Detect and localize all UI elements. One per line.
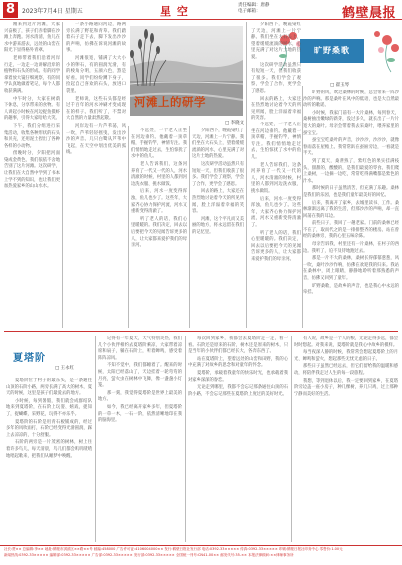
paragraph: 后来，河水一度变得浑浊，鱼儿也少了。这些年，大家齐心协力保护河流，河水又重新变得清澈了。 (251, 196, 301, 228)
section-title: 星 空 (160, 5, 189, 18)
paragraph: 河岸边有一片芦苇荡，风一吹，芦苇轻轻摇曳，发出沙沙的声音。几只白鹭从芦苇中飞起，在天空中划出优美的弧线。 (66, 123, 126, 156)
paragraph: 回去的路上，大家还在热烈地讨论着今天的所见所闻，脸上洋溢着幸福的笑容。 (251, 96, 301, 122)
column-divider (291, 336, 292, 542)
column-divider (189, 126, 190, 328)
paragraph: 老人告诉我们，这条河养育了一代又一代的人，河水清澈的时候，村里的人都到河边洗衣服、挑水做饭。 (131, 161, 187, 187)
page-header (0, 0, 402, 20)
article2-title: 夏塔阶 (13, 353, 46, 364)
paragraph: 老师说，这些石头都是经过千百年的河水冲刷才变成现在的样子。我们听了，不禁对大自然的力量肃然起敬。 (66, 96, 126, 122)
paragraph: 老师带着我们沿着河岸行走，一边走一边讲解沿岸的植物和石头的形成。有的同学拿着放大镜仔细观察，有的同学认真地做着笔记，每个人都收获满满。 (4, 55, 60, 94)
paragraph: 回去的路上，大家还在热烈地讨论着今天的所见所闻，脸上洋溢着幸福的笑容。 (192, 189, 244, 215)
paragraph: 中午时分，大家在树荫下休息，分享带来的食物。有人讲起小时候在河边捉鱼摸虾的趣事，引得大家哈哈大笑。 (4, 96, 60, 122)
column-divider (185, 336, 186, 542)
paragraph: 傍晚时分，夕阳把河面染成金黄色，我们依依不舍地告别了这片河滩。这次研学，让我们在大自然中学到了书本上学不到的知识，也让我们更加热爱家乡的山山水水。 (4, 151, 60, 190)
paragraph: 到了夏天，桑葚熟了，紫红色的果实挂满枝头，甜甜的，酸酸的，是我们最爱的零食。我们爬上桑树，一边摘一边吃，常常吃得满嘴都是紫色的汁水。 (303, 158, 399, 184)
paragraph: 夏塔阶位于村子的最东头，是一条通往山顶的石阶小路，两旁长满了高大的树木，夏天的时候，这里是孩子们最爱去的地方。 (6, 378, 92, 397)
paragraph: 老人告诉我们，这条河养育了一代又一代的人，河水清澈的时候，村里的人都到河边洗衣服、挑水做饭。 (251, 162, 301, 194)
paragraph: 一条小路通向河边，路两旁长满了野花和青草。我们踏着石子走下去，脚下发出沙沙的声响，仿佛在诉说河滩的故事。 (66, 22, 126, 54)
footer-line-2: 新闻热线:0392-33××××× 编辑部:0392-33××××× 广告部:0392-33××××× 发行部:0392-33××××× 全国统一刊号:CN41-00×× 邮发代号:35-×× 本报法律顾问:××律师事务所 (4, 553, 294, 557)
paragraph: 有人说，故乡是一个人的根，无论走得多远，都会时时想起。对我来说，夏塔阶就是我心中故乡的模样。 (294, 336, 398, 348)
article3-body (303, 90, 399, 327)
column-divider (95, 336, 96, 542)
page-number: 8 (3, 2, 18, 18)
paragraph: 每次回到家乡，我都会去夏塔阶走一走，看一看。石阶还是原来的石阶，树木还是原来的树木，只是当年的小伙伴们都已经长大，各奔东西了。 (188, 336, 288, 355)
article1-column-4 (192, 128, 244, 329)
paragraph: 后来，我离开了家乡，去城里读书、工作。桑林渐渐远离了我的生活，但那沙沙的声响，却一直回荡在我的耳边。 (303, 200, 399, 219)
editor-email: 电子邮箱： (238, 9, 261, 14)
paragraph: 不知不觉中，我们都睡着了。醒来的时候，太阳已经落山了，天边挂着一轮弯弯的月亮，萤火虫在树林中飞舞，像一盏盏小灯笼。 (98, 363, 182, 389)
paragraph: 夕阳西下，晚霞染红了天边，河滩上一片宁静。我们坐在大石头上，望着缓缓流淌的河水，心里充满了对这片土地的热爱。 (251, 22, 301, 60)
paragraph: 这次研学活动虽然只有短短一天，但我们收获了很多。我们学会了观察，学会了合作，更学会了感恩。 (251, 62, 301, 94)
column-divider (246, 22, 247, 328)
article1-column-1 (4, 22, 60, 329)
paragraph: 母亲告诉我，村里还有一片桑林，在村子的西边。我听了，迫不及待地跑过去。 (303, 242, 399, 254)
masthead: 鹤壁晨报 (341, 6, 396, 21)
paragraph: 后来，河水一度变得浑浊，鱼儿也少了。这些年，大家齐心协力保护河流，河水又重新变得清澈了。 (131, 189, 187, 215)
paragraph: 我想，等到退休以后，我一定要回到家乡，在夏塔阶旁边盖一座小房子，种几棵树，养几只鸡，过上那种宁静而美好的生活。 (294, 378, 398, 397)
paragraph: 那时候的日子虽然清苦，但充满了乐趣。桑林是我们的乐园，也是我们童年最美好的回忆。 (303, 186, 399, 198)
article3-byline: □ 翟玉琴 (330, 83, 350, 88)
article2-column-1 (6, 378, 92, 543)
page-footer (0, 545, 402, 565)
paragraph: 无论走到哪里，我都不会忘记那条通往山顶的石阶小路，不会忘记那些在夏塔阶上度过的美好时光。 (188, 385, 288, 397)
paragraph: 河滩，这个平凡而又美丽的地方，将永远留在我们的记忆里。 (192, 216, 244, 235)
article1-column-right (251, 22, 301, 122)
paragraph: 夏塔阶，承载着我童年的快乐时光，也承载着我对家乡深深的眷恋。 (188, 370, 288, 383)
issue-date: 2023年7月4日 星期五 (22, 8, 83, 15)
paragraph: 小时候，我家门前有一大片桑林，每到春天，桑树抽出嫩绿的新芽，没过多久，就长出了一片片宽大的桑叶。母亲会带着我去采桑叶，喂养家里的蚕宝宝。 (303, 110, 399, 136)
paragraph: 记得有一年夏天，天气特别炎热，我们几个小伙伴相约去夏塔阶乘凉，大家带着凉席和扇子，躺在石阶上，听着蝉鸣，感受着阵阵凉风。 (98, 336, 182, 361)
paragraph: 听了老人的话，我们心里暖暖的。我们决定，回去以后要把今天的见闻告诉更多的人，让大家都来爱护我们的母亲河。 (131, 216, 187, 249)
column-divider (128, 126, 129, 328)
editor-name: 责任编辑：唐静 (238, 3, 270, 8)
paragraph: 不远处，一个老人正坐在河边垂钓。他戴着一顶草帽，手握钓竿，神情专注。我们悄悄地走过去，生怕惊扰了水中的鱼儿。 (131, 128, 187, 160)
paragraph: 石阶的两旁是一片茂密的树林，树上住着许多鸟儿，每天清晨，鸟儿们都会叽叽喳喳地唱起歌来，把我们从睡梦中唤醒。 (6, 440, 92, 459)
paragraph: 下午，我们分组进行采集活动，收集各种形状的石头和贝壳，还用泥土捏出了各种各样的小动物。 (4, 123, 60, 149)
article2-column-3 (188, 336, 288, 543)
article1-column-3 (131, 128, 187, 329)
article2-column-4 (294, 336, 398, 543)
paragraph: 听了老人的话，我们心里暖暖的。我们决定，回去以后要把今天的见闻告诉更多的人，让大家都来爱护我们的母亲河。 (251, 230, 301, 262)
paragraph: 刚来到这片河滩，大家兴奋极了，孩子们赤着脚在沙滩上奔跑。河水清清，鱼儿在水中游来游去，远处的山峦在阳光下显得格外青翠。 (4, 22, 60, 54)
paragraph: 那是一片不大的桑林，桑树长得郁郁葱葱，风一吹，桑叶沙沙作响，仿佛在欢迎我的归来。我站在桑林中，闭上眼睛，静静地聆听着那熟悉的声音，仿佛又回到了童年。 (303, 256, 399, 282)
paragraph: 旷野的风，吹过桑林的时候，总会带来一阵沙沙的声响。那是桑叶在风中的低语，也是大自然最动听的歌谣。 (303, 90, 399, 109)
paragraph: 河滩很宽，铺满了大大小小的卵石，有的圆润光滑，有的棱角分明，五颜六色，煞是好看。同学们纷纷蹲下身子，捡起自己喜欢的石头，放进口袋里。 (66, 55, 126, 94)
article2-column-2 (98, 336, 182, 543)
editor-info (238, 3, 270, 15)
footer-line-1: 社长:贾×× 总编辑:李×× 地址:鹤壁市淇滨区××路××号 邮编:458000 广告许可证:4106004000×× 发行:鹤壁日报社发行部 电话:0392-33××××× 传真:0392-33××××× 印刷:鹤壁日报社印务中心 零售价:1.00元 (4, 547, 343, 551)
paragraph: 不远处，一个老人正坐在河边垂钓。他戴着一顶草帽，手握钓竿，神情专注。我们悄悄地走过去，生怕惊扰了水中的鱼儿。 (251, 122, 301, 160)
paragraph: 那些日子虽然已经远去，但它们留给我的温暖和感动，将陪伴我走过人生的每一段旅程。 (294, 364, 398, 376)
paragraph: 如今，我已经离开家乡多年，但夏塔阶的一草一木，一石一阶，依然清晰地印在我的脑海里。 (98, 404, 182, 424)
column-divider (62, 22, 63, 328)
column-divider (302, 86, 303, 328)
article1-column-2 (66, 22, 126, 329)
paragraph: 每当夜深人静的时候，我常常会想起夏塔阶上的月光、蝉鸣和萤火，想起那些无忧无虑的日子。 (294, 350, 398, 362)
article1-byline: □ 李晓文 (225, 121, 245, 126)
paragraph: 站在夏塔阶上，望着远处的山峦和田野，我的心中充满了对故乡的思念和对童年的怀念。 (188, 356, 288, 369)
article1-title: 河滩上的研学 (134, 95, 206, 109)
paragraph: 旷野桑歌，是故乡的声音，也是我心中永远的牵挂。 (303, 283, 399, 296)
paragraph: 蚕宝宝吃桑叶的声音，沙沙沙，沙沙沙，就像春雨落在屋檐上。我常常趴在蚕匾旁边，一看就是半天。 (303, 138, 399, 157)
article1-column-right-lower (251, 122, 301, 328)
paragraph: 那一刻，我觉得夏塔阶是世界上最美的地方。 (98, 390, 182, 403)
article3-title: 旷野桑歌 (300, 39, 364, 63)
paragraph: 夕阳西下，晚霞染红了天边，河滩上一片宁静。我们坐在大石头上，望着缓缓流淌的河水，心里充满了对这片土地的热爱。 (192, 128, 244, 160)
paragraph: 前些日子，我回了一趟老家。门前的桑林已经不在了，取而代之的是一排排整齐的楼房。站在曾经的桑林旁，我的心里五味杂陈。 (303, 221, 399, 240)
paragraph: 夏塔阶的石阶是用青石板铺成的，经过多年的风吹雨打，石阶已经变得光滑圆润，踩上去凉凉的，十分舒服。 (6, 419, 92, 438)
paragraph: 这次研学活动虽然只有短短一天，但我们收获了很多。我们学会了观察，学会了合作，更学会了感恩。 (192, 161, 244, 187)
article2-byline: □ 王永红 (55, 366, 75, 371)
section-divider (4, 331, 398, 332)
paragraph: 小时候，每到暑假，我们就会成群结队地来到夏塔阶，在石阶上玩耍、嬉戏，捉知了，捉蝴蝶，采野花，玩得不亦乐乎。 (6, 398, 92, 417)
